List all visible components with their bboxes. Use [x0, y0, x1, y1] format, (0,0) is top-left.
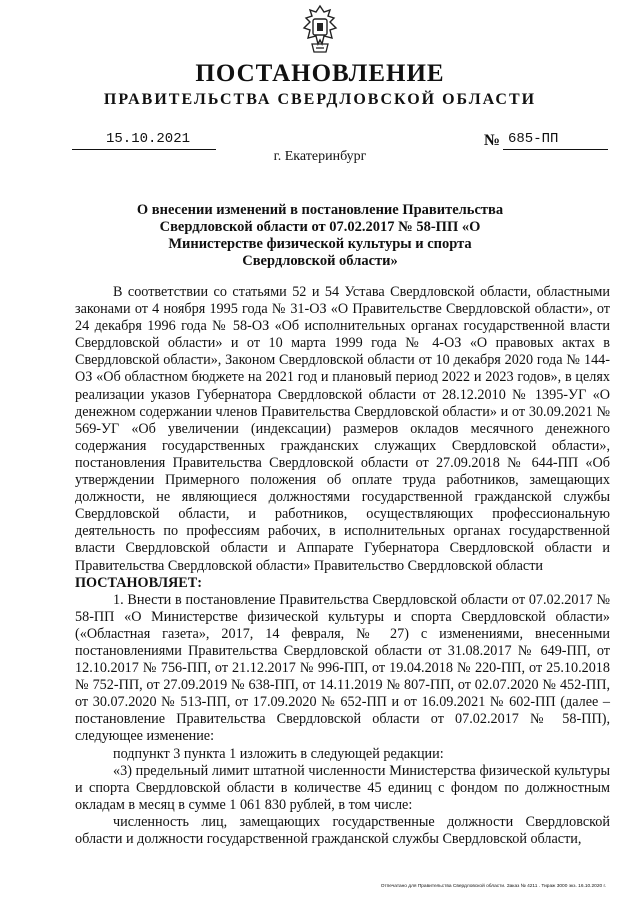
clause-1-paragraph: 1. Внести в постановление Правительства Свердловской области от 07.02.2017 № 58-ПП «О Министерстве физической культуры и спорта Свердловской области» («Областная газета», 2017, 14 февраля, № 27) с изменениями, внесенными постановлениями Правительства Свердловской области от 31.08.2017 № 649-ПП, от 12.10.2017 № 756-ПП, от 21.12.2017 № 996-ПП, от 19.04.2018 № 220-ПП, от 25.10.2018 № 752-ПП, от 27.09.2019 № 638-ПП, от 14.11.2019 № 807-ПП, от 02.07.2020 № 452-ПП, от 30.07.2020 № 513-ПП, от 17.09.2020 № 652-ПП и от 16.09.2021 № 602-ПП (далее – постановление Правительства Свердловской области от 07.02.2017 № 58-ПП), следующее изменение: — [75, 591, 610, 745]
document-subject: О внесении изменений в постановление Правительства Свердловской области от 07.02.2017 № 58-ПП «О Министерстве физической культуры и спорта Свердловской области» — [136, 202, 504, 269]
document-body — [75, 284, 610, 848]
number-label: № — [484, 132, 501, 149]
subclause-paragraph: подпункт 3 пункта 1 изложить в следующей редакции: — [113, 745, 444, 762]
quoted-paragraph: «3) предельный лимит штатной численности Министерства физической культуры и спорта Свердловской области в количестве 45 единиц с фондом по должностным окладам в месяц в сумме 1 061 830 рублей, в том числе: — [75, 762, 610, 813]
city: г. Екатеринбург — [273, 149, 367, 164]
continuation-paragraph: численность лиц, замещающих государственные должности Свердловской области и должности государственной гражданской службы Свердловской области, — [75, 813, 610, 847]
coat-of-arms-emblem — [296, 4, 344, 58]
resolves-heading: ПОСТАНОВЛЯЕТ: — [75, 574, 202, 591]
print-footer: Отпечатано для Правительства Свердловской области. Заказ № 4211 . Тираж 3000 экз. 16.10.2020 г. — [380, 884, 606, 889]
preamble-paragraph: В соответствии со статьями 52 и 54 Устава Свердловской области, областными законами от 4 ноября 1995 года № 31-ОЗ «О Правительстве Свердловской области», от 24 декабря 1996 года № 58-ОЗ «Об исполнительных органах государственной власти Свердловской области» и от 10 марта 1999 года № 4-ОЗ «О правовых актах в Свердловской области», Законом Свердловской области от 10 декабря 2020 года № 144-ОЗ «Об областном бюджете на 2021 год и плановый период 2022 и 2023 годов», в целях реализации указов Губернатора Свердловской области от 28.12.2010 № 1395-УГ «О денежном содержании членов Правительства Свердловской области» и от 30.09.2021 № 569-УГ «Об увеличении (индексации) размеров окладов месячного денежного содержания государственных гражданских служащих Свердловской области», постановления Правительства Свердловской области от 27.09.2018 № 644-ПП «Об утверждении Примерного положения об оплате труда работников, замещающих должности, не являющиеся должностями государственной гражданской службы Свердловской области, и работников, осуществляющих профессиональную деятельность по профессиям рабочих, в исполнительных органах государственной власти Свердловской области и Аппарате Губернатора Свердловской области и Правительства Свердловской области» Правительство Свердловской области — [75, 284, 610, 574]
issuer-title: ПРАВИТЕЛЬСТВА СВЕРДЛОВСКОЙ ОБЛАСТИ — [103, 91, 537, 108]
document-number: 685-ПП — [508, 131, 559, 147]
document-title: ПОСТАНОВЛЕНИЕ — [195, 60, 445, 87]
document-date: 15.10.2021 — [106, 131, 191, 147]
